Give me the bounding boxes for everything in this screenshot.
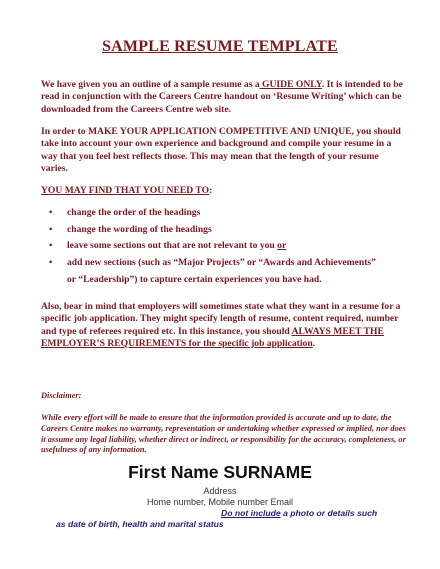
address-line: Address	[203, 486, 237, 496]
personal-details-note-continuation: as date of birth, health and marital status	[56, 519, 224, 529]
find-heading-text: YOU MAY FIND THAT YOU NEED TO	[41, 185, 210, 196]
disclaimer-text: While every effort will be made to ensure that the information provided is accurate and up to date, the Careers Centre makes no warranty, representation or undertaking whether expressed or implied, nor does it assume any legal liability, whether direct or indirect, or responsibility for the accuracy, completeness, or usefulness of any information.	[41, 413, 406, 455]
or-emphasis: or	[277, 240, 287, 251]
find-heading-colon: :	[209, 185, 213, 196]
contact-line: Home number, Mobile number Email	[146, 497, 294, 507]
personal-details-note	[221, 508, 377, 518]
bullet-icon: •	[49, 240, 53, 251]
list-item-text-main: leave some sections out that are not relevant to you	[67, 240, 278, 251]
page-title: SAMPLE RESUME TEMPLATE	[102, 38, 338, 55]
employer-emphasis: ALWAYS MEET THE EMPLOYER’S REQUIREMENTS for the specific job application	[41, 325, 384, 349]
list-item-text: change the wording of the headings	[67, 224, 212, 235]
list-item	[49, 240, 409, 252]
bullet-icon: •	[49, 257, 53, 268]
employer-requirements-paragraph	[41, 301, 406, 350]
do-not-include-emphasis: Do not include	[221, 508, 281, 518]
note-text: a photo or details such	[280, 508, 378, 518]
intro-text-end: . It is intended to be read in conjunction with the Careers Centre handout on ‘Resume Writing’ which can be downloaded from the Careers Centre web site.	[41, 79, 403, 115]
list-item-continuation: or “Leadership”) to capture certain experiences you have had.	[67, 274, 322, 285]
list-item	[49, 224, 409, 236]
list-item-text: change the order of the headings	[67, 207, 201, 218]
disclaimer-label: Disclaimer:	[41, 391, 82, 400]
list-item-text: add new sections (such as “Major Projects” or “Awards and Achievements”	[67, 257, 376, 268]
list-item	[49, 207, 409, 219]
competitive-paragraph: In order to MAKE YOUR APPLICATION COMPETITIVE AND UNIQUE, you should take into account your own experience and background and compile your resume in a way that you feel best reflects those. This may mean that the length of your resume varies.	[41, 126, 401, 174]
intro-text-start: We have given you an outline of a sample resume as a	[41, 79, 260, 90]
list-item-text	[67, 240, 286, 252]
bullet-icon: •	[49, 207, 53, 218]
intro-paragraph	[41, 79, 406, 116]
list-item	[49, 257, 409, 269]
find-heading	[41, 185, 406, 197]
employer-text: Also, bear in mind that employers will sometimes state what they want in a resume for a specific job application. They might specify length of resume, content required, number and type of referees required etc. In this instance, you should	[41, 301, 401, 337]
resume-name-heading: First Name SURNAME	[128, 462, 312, 482]
employer-text-end: .	[312, 337, 316, 349]
bullet-icon: •	[49, 224, 53, 235]
guide-only-emphasis: GUIDE ONLY	[259, 79, 322, 90]
